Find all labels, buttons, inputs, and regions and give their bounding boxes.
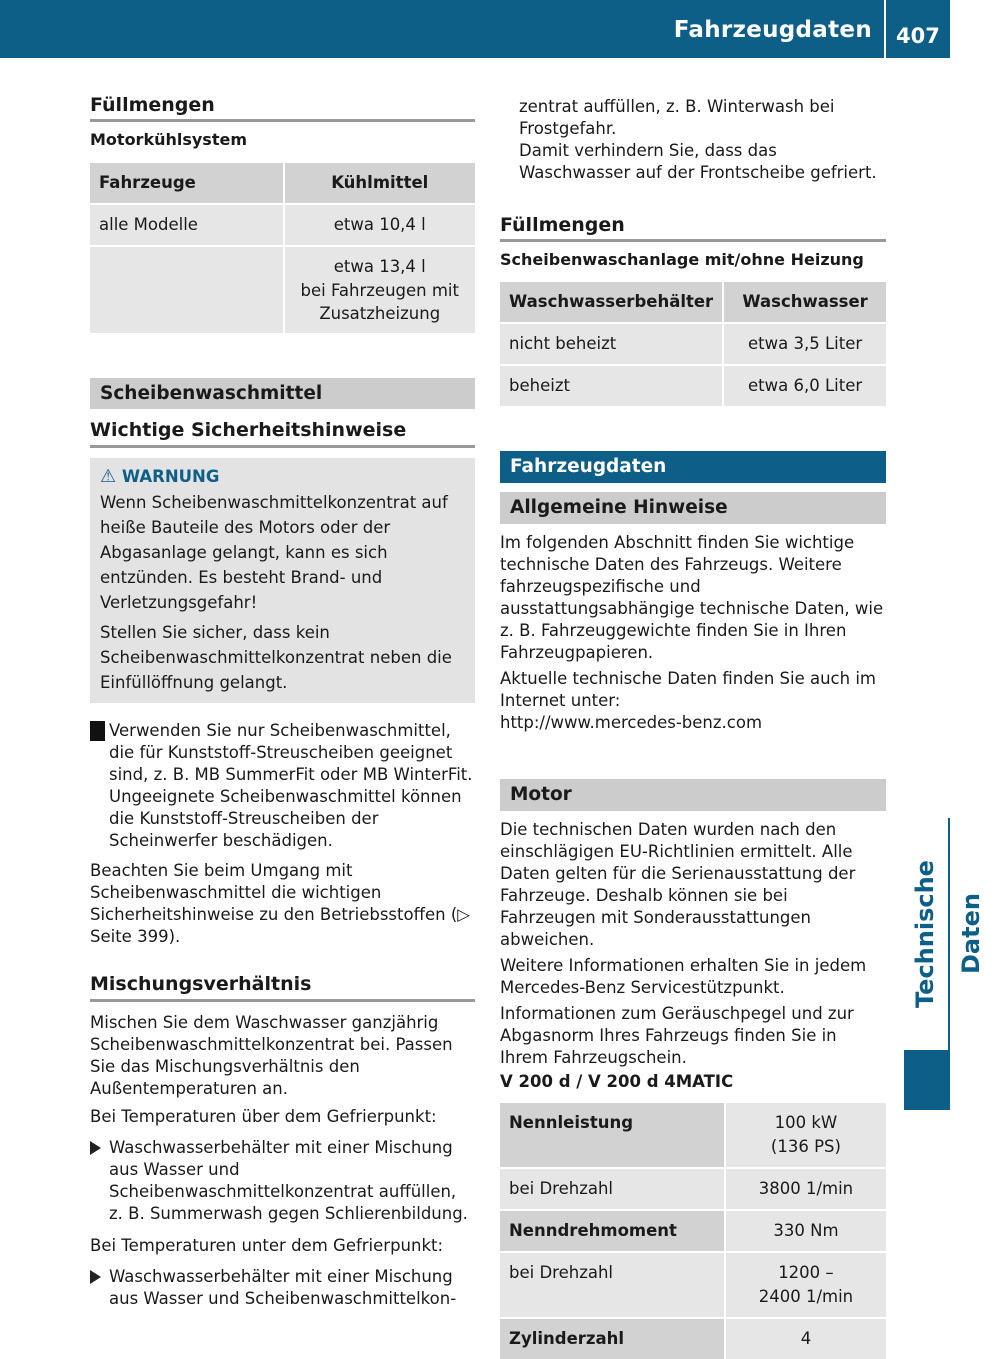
motor-section-head: Motor bbox=[500, 779, 886, 811]
fuellmengen-heading: Füllmengen bbox=[500, 214, 886, 242]
table-cell: alle Modelle bbox=[90, 203, 283, 245]
power-kw: 100 kW bbox=[774, 1113, 838, 1132]
coolant-note: bei Fahrzeugen mit Zusatzheizung bbox=[300, 281, 459, 323]
coolant-value: etwa 13,4 l bbox=[333, 257, 426, 276]
table-cell: etwa 3,5 Liter bbox=[722, 322, 886, 364]
fuellmengen-heading: Füllmengen bbox=[90, 94, 475, 122]
table-row bbox=[90, 203, 475, 245]
note-text: Verwenden Sie nur Scheibenwaschmittel, die für Kunststoff-Streuscheiben geeignet sind, z. B. MB SummerFit oder MB WinterFit. Ungeeignete Scheibenwaschmittel können die Kunststoff-Streuscheiben der Scheinwerfer beschädigen. bbox=[109, 721, 473, 850]
model-heading: V 200 d / V 200 d 4MATIC bbox=[500, 1072, 734, 1091]
beachten-paragraph: Beachten Sie beim Umgang mit Scheibenwaschmittel die wichtigen Sicherheitshinweise zu den Betriebsstoffen (▷ Seite 399). bbox=[90, 861, 470, 946]
warning-title bbox=[100, 464, 465, 490]
table-cell: 330 Nm bbox=[724, 1209, 886, 1251]
table-cell: etwa 10,4 l bbox=[283, 203, 476, 245]
table-header-row bbox=[500, 282, 886, 322]
header-divider bbox=[884, 0, 886, 58]
below-freezing-text: Bei Temperaturen unter dem Gefrierpunkt: bbox=[90, 1236, 444, 1255]
allgemeine-hinweise-head: Allgemeine Hinweise bbox=[500, 492, 886, 524]
table-cell: etwa 6,0 Liter bbox=[722, 364, 886, 406]
table-header-cell: Kühlmittel bbox=[283, 163, 476, 203]
mixing-paragraph: Mischen Sie dem Waschwasser ganzjährig Scheibenwaschmittelkonzentrat bei. Passen Sie das Mischungsverhältnis den Außentemperaturen an. bbox=[90, 1013, 453, 1098]
table-cell: 3800 1/min bbox=[724, 1167, 886, 1209]
warning-text: Wenn Scheibenwaschmittelkonzentrat auf heiße Bauteile des Motors oder der Abgasanlage gelangt, kann es sich entzünden. Es besteht Brand- und Verletzungsgefahr! bbox=[100, 493, 448, 612]
table-cell: 4 bbox=[724, 1317, 886, 1359]
table-cell: bei Drehzahl bbox=[500, 1251, 724, 1317]
general-notes-paragraph: Im folgenden Abschnitt finden Sie wichtige technische Daten des Fahrzeugs. Weitere fahrzeugspezifische und ausstattungsabhängige technische Daten, wie z. B. Fahrzeuggewichte finden Sie in Ihren Fahrzeugpapieren. bbox=[500, 533, 884, 662]
table-row bbox=[500, 1167, 886, 1209]
coolant-table bbox=[90, 163, 475, 333]
washer-table bbox=[500, 282, 886, 406]
table-row bbox=[90, 245, 475, 333]
power-ps: (136 PS) bbox=[770, 1137, 841, 1156]
table-row bbox=[500, 1251, 886, 1317]
motor-paragraph: Weitere Informationen erhalten Sie in jedem Mercedes-Benz Servicestützpunkt. bbox=[500, 956, 867, 997]
fahrzeugdaten-section-head: Fahrzeugdaten bbox=[500, 451, 886, 483]
safety-notes-heading: Wichtige Sicherheitshinweise bbox=[90, 419, 475, 448]
mischungsverhaeltnis-heading: Mischungsverhältnis bbox=[90, 973, 475, 1002]
right-column bbox=[500, 96, 886, 1359]
rpm-to: 2400 1/min bbox=[758, 1287, 854, 1306]
table-row bbox=[500, 364, 886, 406]
table-cell: nicht beheizt bbox=[500, 322, 722, 364]
table-header-cell: Waschwasserbehälter bbox=[500, 282, 722, 322]
list-item bbox=[90, 1137, 475, 1225]
warning-text: Stellen Sie sicher, dass kein Scheibenwaschmittelkonzentrat neben die Einfüllöffnung gelangt. bbox=[100, 623, 452, 692]
table-cell: beheizt bbox=[500, 364, 722, 406]
list-item-text: Waschwasserbehälter mit einer Mischung aus Wasser und Scheibenwaschmittelkonzentrat auffüllen, z. B. Summerwash gegen Schlierenbildung. bbox=[109, 1138, 468, 1223]
table-cell bbox=[90, 245, 283, 333]
mercedes-url-link[interactable]: http://www.mercedes-benz.com bbox=[500, 713, 763, 732]
continued-text: Damit verhindern Sie, dass das Waschwasser auf der Frontscheibe gefriert. bbox=[519, 141, 877, 182]
table-cell bbox=[724, 1103, 886, 1167]
table-cell bbox=[283, 245, 476, 333]
warning-label: WARNUNG bbox=[121, 467, 220, 486]
washer-system-heading: Scheibenwaschanlage mit/ohne Heizung bbox=[500, 250, 864, 269]
exclamation-icon: ! bbox=[90, 721, 105, 741]
above-freezing-text: Bei Temperaturen über dem Gefrierpunkt: bbox=[90, 1107, 437, 1126]
table-row bbox=[500, 1317, 886, 1359]
table-header-cell: Fahrzeuge bbox=[90, 163, 283, 203]
table-cell: bei Drehzahl bbox=[500, 1167, 724, 1209]
table-cell: Zylinderzahl bbox=[500, 1317, 724, 1359]
motor-paragraph: Die technischen Daten wurden nach den einschlägigen EU-Richtlinien ermittelt. Alle Daten gelten für die Serienausstattung der Fahrzeuge. Deshalb können sie bei Fahrzeugen mit Sonderausstattungen abweichen. bbox=[500, 820, 856, 949]
motor-paragraph: Informationen zum Geräuschpegel und zur Abgasnorm Ihres Fahrzeugs finden Sie in Ihrem Fahrzeugschein. bbox=[500, 1004, 854, 1067]
table-row bbox=[500, 1103, 886, 1167]
left-column bbox=[84, 94, 475, 1310]
table-row bbox=[500, 1209, 886, 1251]
table-cell bbox=[724, 1251, 886, 1317]
warning-box bbox=[90, 458, 475, 703]
general-notes-paragraph: Aktuelle technische Daten finden Sie auch im Internet unter: bbox=[500, 669, 876, 710]
note-paragraph bbox=[84, 720, 475, 852]
page-number: 407 bbox=[896, 24, 940, 48]
table-cell: Nenndrehmoment bbox=[500, 1209, 724, 1251]
list-item bbox=[90, 1266, 475, 1310]
continued-bullet-text: zentrat auffüllen, z. B. Winterwash bei Frostgefahr. bbox=[519, 97, 835, 138]
warning-triangle-icon: ⚠ bbox=[100, 466, 117, 487]
table-row bbox=[500, 322, 886, 364]
table-cell: Nennleistung bbox=[500, 1103, 724, 1167]
table-header-cell: Waschwasser bbox=[722, 282, 886, 322]
bullet-arrow-icon bbox=[90, 1270, 101, 1284]
table-header-row bbox=[90, 163, 475, 203]
section-side-tab bbox=[904, 818, 985, 1110]
list-item-text: Waschwasserbehälter mit einer Mischung aus Wasser und Scheibenwaschmittelkon- bbox=[109, 1267, 457, 1308]
motorkuehlsystem-heading: Motorkühlsystem bbox=[90, 130, 247, 149]
page-header bbox=[0, 0, 950, 58]
rpm-from: 1200 – bbox=[778, 1263, 834, 1282]
side-tab-label: Technische Daten bbox=[902, 818, 948, 1050]
engine-table bbox=[500, 1103, 886, 1359]
scheibenwaschmittel-section-head: Scheibenwaschmittel bbox=[90, 378, 475, 409]
bullet-arrow-icon bbox=[90, 1141, 101, 1155]
header-title: Fahrzeugdaten bbox=[673, 17, 872, 43]
